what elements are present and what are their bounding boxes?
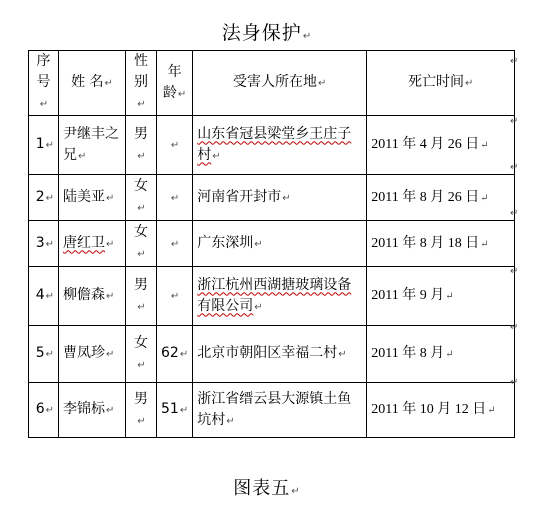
header-age bbox=[157, 51, 193, 116]
paragraph-mark-icon: ↵ bbox=[487, 405, 496, 416]
cell-death-time-text: 2011 年 4 月 26 日 bbox=[371, 137, 480, 152]
paragraph-mark-icon: ↵ bbox=[179, 349, 189, 360]
paragraph-mark-icon: ↵ bbox=[480, 238, 489, 250]
paragraph-mark-icon: ↵ bbox=[45, 238, 54, 250]
cell-location-text: 广东深圳 bbox=[197, 234, 254, 251]
table-row bbox=[29, 116, 515, 175]
cell-death-time bbox=[367, 383, 515, 438]
cell-no bbox=[29, 116, 59, 175]
paragraph-mark-icon: ↵ bbox=[480, 192, 489, 204]
header-name-label: 姓 名 bbox=[71, 74, 104, 90]
paragraph-mark-icon: ↵ bbox=[170, 291, 180, 302]
cell-location bbox=[193, 267, 367, 326]
header-name bbox=[59, 51, 126, 116]
header-no-label: 序号 bbox=[36, 53, 51, 90]
cell-location bbox=[193, 116, 367, 175]
cell-name bbox=[59, 116, 126, 175]
cell-name-text: 柳儋森 bbox=[63, 287, 105, 303]
row-end-mark-icon: ↵ bbox=[510, 116, 519, 127]
paragraph-mark-icon: ↵ bbox=[137, 415, 146, 427]
paragraph-mark-icon: ↵ bbox=[45, 349, 54, 360]
header-gender bbox=[126, 51, 157, 116]
header-location bbox=[193, 51, 367, 116]
paragraph-mark-icon: ↵ bbox=[291, 486, 300, 497]
paragraph-mark-icon: ↵ bbox=[106, 349, 115, 360]
row-end-mark-icon: ↵ bbox=[510, 56, 519, 67]
cell-gender-text: 女 bbox=[134, 224, 148, 240]
table-row bbox=[29, 326, 515, 383]
paragraph-mark-icon: ↵ bbox=[212, 150, 221, 162]
paragraph-mark-icon: ↵ bbox=[137, 249, 146, 260]
cell-gender-text: 男 bbox=[134, 390, 148, 407]
cell-location-text: 山东省冠县梁堂乡王庄子村 bbox=[197, 125, 352, 163]
paragraph-mark-icon: ↵ bbox=[137, 99, 146, 110]
cell-death-time bbox=[367, 267, 515, 326]
header-death-time-label: 死亡时间 bbox=[408, 74, 465, 90]
cell-no bbox=[29, 221, 59, 267]
cell-gender-text: 男 bbox=[134, 125, 148, 142]
paragraph-mark-icon: ↵ bbox=[226, 415, 235, 427]
cell-age bbox=[157, 116, 193, 175]
paragraph-mark-icon: ↵ bbox=[179, 405, 189, 416]
cell-gender-text: 女 bbox=[134, 334, 148, 351]
paragraph-mark-icon: ↵ bbox=[106, 192, 115, 204]
cell-no-text: 4 bbox=[35, 287, 45, 303]
figure-caption bbox=[0, 474, 533, 500]
paragraph-mark-icon: ↵ bbox=[170, 140, 180, 151]
paragraph-mark-icon: ↵ bbox=[45, 291, 54, 302]
cell-gender bbox=[126, 175, 157, 221]
cell-death-time bbox=[367, 326, 515, 383]
table-row bbox=[29, 175, 515, 221]
paragraph-mark-icon: ↵ bbox=[45, 192, 54, 204]
cell-name-text: 唐红卫 bbox=[63, 234, 105, 251]
paragraph-mark-icon: ↵ bbox=[177, 88, 187, 100]
table-row bbox=[29, 221, 515, 267]
cell-no bbox=[29, 175, 59, 221]
cell-gender bbox=[126, 326, 157, 383]
cell-age-text: 51 bbox=[161, 401, 179, 417]
cell-location bbox=[193, 221, 367, 267]
paragraph-mark-icon: ↵ bbox=[78, 150, 87, 162]
cell-name-text: 尹继丰之兄 bbox=[63, 125, 119, 163]
header-location-label: 受害人所在地 bbox=[233, 74, 318, 90]
cell-gender bbox=[126, 267, 157, 326]
cell-death-time-text: 2011 年 8 月 26 日 bbox=[371, 189, 480, 205]
paragraph-mark-icon: ↵ bbox=[480, 140, 489, 151]
paragraph-mark-icon: ↵ bbox=[45, 140, 54, 151]
cell-gender-text: 女 bbox=[134, 178, 148, 194]
paragraph-mark-icon: ↵ bbox=[137, 203, 146, 214]
figure-caption-text: 图表五 bbox=[233, 478, 291, 499]
cell-no-text: 5 bbox=[35, 345, 45, 361]
header-age-label: 年龄 bbox=[162, 63, 182, 101]
paragraph-mark-icon: ↵ bbox=[106, 405, 115, 416]
paragraph-mark-icon: ↵ bbox=[45, 405, 54, 416]
table-row bbox=[29, 267, 515, 326]
cell-death-time bbox=[367, 221, 515, 267]
paragraph-mark-icon: ↵ bbox=[302, 31, 312, 42]
cell-no-text: 6 bbox=[35, 401, 45, 417]
cell-name-text: 李锦标 bbox=[63, 401, 105, 417]
cell-no-text: 1 bbox=[35, 136, 45, 152]
row-end-mark-icon: ↵ bbox=[510, 266, 519, 277]
cell-gender bbox=[126, 383, 157, 438]
cell-gender bbox=[126, 116, 157, 175]
cell-location-text: 浙江杭州西湖搪玻璃设备有限公司 bbox=[197, 276, 352, 314]
paragraph-mark-icon: ↵ bbox=[254, 238, 263, 250]
cell-location-text: 北京市朝阳区幸福二村 bbox=[197, 345, 338, 361]
paragraph-mark-icon: ↵ bbox=[318, 78, 327, 89]
row-end-mark-icon: ↵ bbox=[510, 322, 519, 333]
cell-age-text: 62 bbox=[161, 345, 179, 361]
header-no bbox=[29, 51, 59, 116]
cell-location-text: 浙江省缙云县大源镇土鱼坑村 bbox=[197, 390, 352, 428]
cell-gender-text: 男 bbox=[134, 276, 148, 293]
paragraph-mark-icon: ↵ bbox=[254, 301, 263, 313]
paragraph-mark-icon: ↵ bbox=[106, 291, 115, 302]
table-header-row bbox=[29, 51, 515, 116]
paragraph-mark-icon: ↵ bbox=[445, 349, 454, 360]
cell-name bbox=[59, 175, 126, 221]
row-end-mark-icon: ↵ bbox=[510, 208, 519, 219]
cell-death-time-text: 2011 年 9 月 bbox=[371, 288, 445, 303]
paragraph-mark-icon: ↵ bbox=[104, 78, 113, 89]
row-end-mark-icon: ↵ bbox=[510, 377, 519, 388]
cell-age bbox=[157, 221, 193, 267]
paragraph-mark-icon: ↵ bbox=[137, 301, 146, 313]
paragraph-mark-icon: ↵ bbox=[282, 192, 291, 204]
cell-no bbox=[29, 326, 59, 383]
paragraph-mark-icon: ↵ bbox=[465, 78, 474, 89]
cell-gender bbox=[126, 221, 157, 267]
paragraph-mark-icon: ↵ bbox=[445, 291, 454, 302]
cell-age bbox=[157, 383, 193, 438]
paragraph-mark-icon: ↵ bbox=[137, 359, 146, 371]
header-death-time bbox=[367, 51, 515, 116]
cell-location-text: 河南省开封市 bbox=[197, 188, 282, 205]
paragraph-mark-icon: ↵ bbox=[170, 238, 180, 250]
cell-death-time bbox=[367, 175, 515, 221]
cell-no-text: 3 bbox=[35, 234, 45, 251]
cell-name bbox=[59, 221, 126, 267]
cell-name-text: 曹凤珍 bbox=[63, 345, 105, 361]
cell-death-time-text: 2011 年 8 月 bbox=[371, 346, 445, 361]
cell-name bbox=[59, 326, 126, 383]
cell-no bbox=[29, 383, 59, 438]
cell-age bbox=[157, 326, 193, 383]
paragraph-mark-icon: ↵ bbox=[39, 99, 49, 110]
cell-age bbox=[157, 267, 193, 326]
cell-death-time-text: 2011 年 10 月 12 日 bbox=[371, 402, 487, 417]
document-title bbox=[0, 18, 533, 45]
cell-no-text: 2 bbox=[35, 188, 45, 205]
cell-location bbox=[193, 326, 367, 383]
cell-name-text: 陆美亚 bbox=[63, 188, 105, 205]
cell-location bbox=[193, 383, 367, 438]
cell-name bbox=[59, 267, 126, 326]
table-row bbox=[29, 383, 515, 438]
paragraph-mark-icon: ↵ bbox=[170, 192, 180, 204]
header-gender-label: 性别 bbox=[134, 53, 148, 90]
row-end-mark-icon: ↵ bbox=[510, 162, 519, 173]
victims-table bbox=[28, 50, 515, 438]
cell-death-time-text: 2011 年 8 月 18 日 bbox=[371, 235, 480, 251]
paragraph-mark-icon: ↵ bbox=[106, 238, 115, 250]
cell-age bbox=[157, 175, 193, 221]
paragraph-mark-icon: ↵ bbox=[137, 150, 146, 162]
cell-name bbox=[59, 383, 126, 438]
cell-location bbox=[193, 175, 367, 221]
document-title-text: 法身保护 bbox=[221, 22, 302, 44]
paragraph-mark-icon: ↵ bbox=[338, 349, 347, 360]
cell-death-time bbox=[367, 116, 515, 175]
cell-no bbox=[29, 267, 59, 326]
